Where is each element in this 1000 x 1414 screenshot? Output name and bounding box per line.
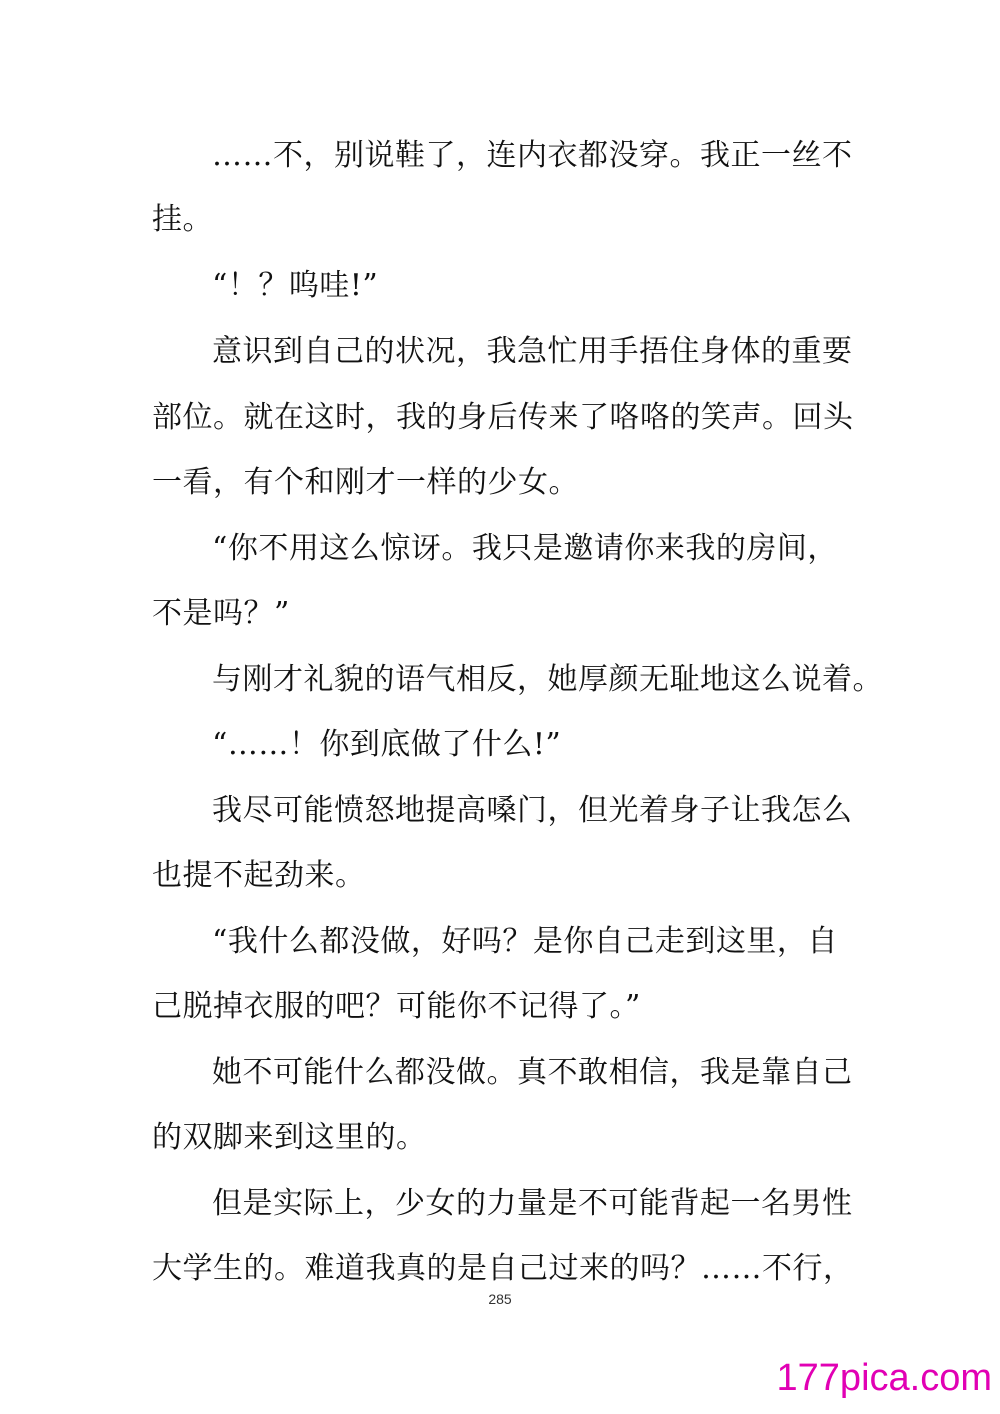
site-watermark: 177pica.com (776, 1357, 992, 1399)
text-line: 与刚才礼貌的语气相反，她厚颜无耻地这么说着。 (212, 662, 883, 697)
text-line: ……不，别说鞋了，连内衣都没穿。我正一丝不 (212, 138, 853, 173)
text-line: 但是实际上，少女的力量是不可能背起一名男性 (212, 1186, 853, 1221)
text-line: 的双脚来到这里的。 (152, 1120, 427, 1155)
text-line: 大学生的。难道我真的是自己过来的吗？……不行， (152, 1251, 854, 1286)
text-line: “你不用这么惊讶。我只是邀请你来我的房间， (212, 531, 838, 566)
text-line: 己脱掉衣服的吧？可能你不记得了。” (152, 989, 641, 1024)
text-line: 她不可能什么都没做。真不敢相信，我是靠自己 (212, 1055, 853, 1090)
text-line: 挂。 (152, 202, 213, 237)
text-line: “……！你到底做了什么!” (212, 727, 562, 762)
text-line: 部位。就在这时，我的身后传来了咯咯的笑声。回头 (152, 400, 854, 435)
text-line: 不是吗？” (152, 596, 290, 631)
page-number: 285 (488, 1291, 512, 1307)
text-line: “我什么都没做，好吗？是你自己走到这里，自 (212, 924, 838, 959)
text-line: 一看，有个和刚才一样的少女。 (152, 465, 579, 500)
text-line: 意识到自己的状况，我急忙用手捂住身体的重要 (212, 334, 853, 369)
text-line: 我尽可能愤怒地提高嗓门，但光着身子让我怎么 (212, 793, 853, 828)
text-line: 也提不起劲来。 (152, 858, 366, 893)
text-line: “！？呜哇!” (212, 268, 379, 303)
